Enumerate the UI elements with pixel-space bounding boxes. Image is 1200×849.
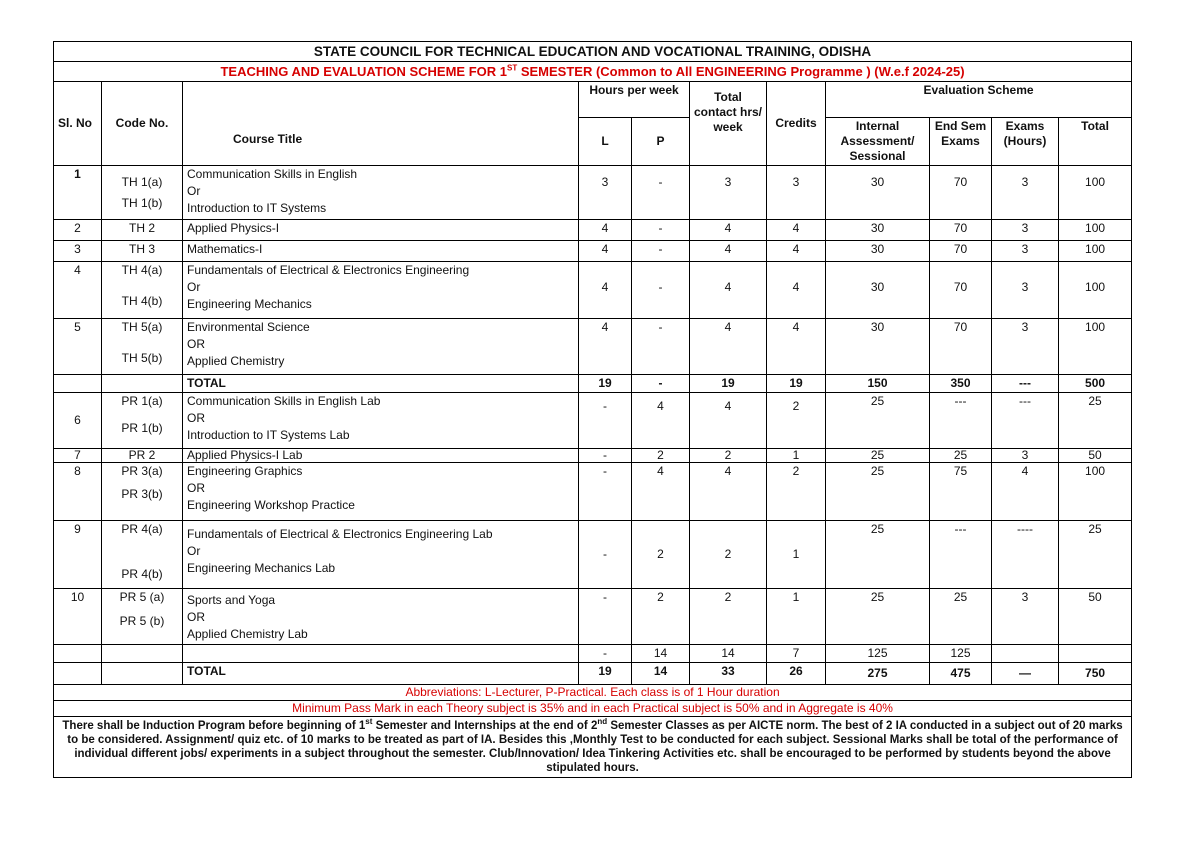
ia-cell: 25 — [826, 393, 930, 449]
l-cell: 4 — [579, 319, 632, 375]
code-b: TH 5(b) — [121, 351, 163, 365]
l-cell: - — [579, 589, 632, 645]
empty-cell — [102, 375, 183, 393]
es-cell: 70 — [930, 220, 992, 241]
course-cell: Applied Physics-I — [183, 220, 579, 241]
course-cell — [183, 393, 579, 449]
course-cell — [183, 319, 579, 375]
code-cell — [102, 463, 183, 521]
es-cell: 70 — [930, 166, 992, 220]
total-cell: 100 — [1059, 319, 1132, 375]
contact-cell: 2 — [690, 589, 767, 645]
course-option-b: Introduction to IT Systems — [187, 201, 327, 215]
col-exams: Exams (Hours) — [992, 118, 1059, 166]
es-cell: 70 — [930, 262, 992, 319]
sl-cell: 10 — [54, 589, 102, 645]
col-credits: Credits — [767, 82, 826, 166]
es-cell: 70 — [930, 241, 992, 262]
es-cell: --- — [930, 393, 992, 449]
l-cell: 19 — [579, 375, 632, 393]
code-b: TH 4(b) — [121, 294, 163, 308]
hrs-cell: 3 — [992, 166, 1059, 220]
es-cell: 70 — [930, 319, 992, 375]
es-cell: 25 — [930, 449, 992, 463]
code-b: PR 5 (b) — [119, 614, 165, 628]
col-endsem: End Sem Exams — [930, 118, 992, 166]
ia-cell: 30 — [826, 319, 930, 375]
ia-cell: 25 — [826, 521, 930, 589]
l-cell: 19 — [579, 663, 632, 685]
credits-cell: 7 — [767, 645, 826, 663]
course-option-a: Communication Skills in English Lab — [187, 394, 381, 408]
abbreviations-row — [54, 685, 1132, 701]
hrs-cell: 3 — [992, 220, 1059, 241]
l-cell: - — [579, 449, 632, 463]
sl-cell: 1 — [54, 166, 102, 220]
course-or: OR — [187, 481, 205, 495]
table-row — [54, 220, 1132, 241]
scheme-title-pre: TEACHING AND EVALUATION SCHEME FOR 1 — [220, 64, 507, 79]
p-cell: - — [632, 319, 690, 375]
credits-cell: 2 — [767, 463, 826, 521]
p-cell: 14 — [632, 663, 690, 685]
code-b: PR 1(b) — [121, 421, 163, 435]
course-option-a: Environmental Science — [187, 320, 310, 334]
course-cell — [183, 262, 579, 319]
credits-cell: 4 — [767, 262, 826, 319]
code-a: PR 3(a) — [121, 464, 163, 478]
council-title: STATE COUNCIL FOR TECHNICAL EDUCATION AND VOCATIONAL TRAINING, ODISHA — [54, 42, 1132, 62]
hrs-cell: 4 — [992, 463, 1059, 521]
contact-cell: 19 — [690, 375, 767, 393]
empty-cell — [54, 663, 102, 685]
p-cell: - — [632, 220, 690, 241]
table-row — [54, 166, 1132, 220]
col-course: Course Title — [183, 82, 579, 166]
col-total: Total — [1059, 118, 1132, 166]
hrs-cell: 3 — [992, 262, 1059, 319]
course-cell: Mathematics-I — [183, 241, 579, 262]
footnote-part-1: There shall be Induction Program before beginning of 1 — [62, 720, 366, 732]
course-option-b: Engineering Workshop Practice — [187, 498, 355, 512]
code-cell — [102, 319, 183, 375]
l-cell: 4 — [579, 241, 632, 262]
sl-cell: 6 — [54, 393, 102, 449]
course-option-b: Applied Chemistry — [187, 354, 285, 368]
course-option-b: Introduction to IT Systems Lab — [187, 428, 350, 442]
course-cell — [183, 463, 579, 521]
col-internal: Internal Assessment/ Sessional — [826, 118, 930, 166]
grand-total-row — [54, 663, 1132, 685]
code-cell: PR 2 — [102, 449, 183, 463]
course-option-a: Fundamentals of Electrical & Electronics Engineering Lab — [187, 527, 493, 541]
empty-cell — [54, 375, 102, 393]
es-cell: --- — [930, 521, 992, 589]
p-cell: 2 — [632, 521, 690, 589]
sl-cell: 2 — [54, 220, 102, 241]
scheme-table — [53, 41, 1132, 778]
hrs-cell: ---- — [992, 521, 1059, 589]
ia-cell: 30 — [826, 262, 930, 319]
scheme-title-sup: ST — [506, 63, 518, 73]
course-cell — [183, 589, 579, 645]
course-or: OR — [187, 337, 205, 351]
table-row — [54, 262, 1132, 319]
course-option-b: Engineering Mechanics Lab — [187, 561, 336, 575]
total-cell: 100 — [1059, 262, 1132, 319]
hrs-cell: 3 — [992, 241, 1059, 262]
total-cell: 500 — [1059, 375, 1132, 393]
es-cell: 350 — [930, 375, 992, 393]
total-cell: 100 — [1059, 220, 1132, 241]
p-cell: 14 — [632, 645, 690, 663]
pass-mark-row — [54, 701, 1132, 717]
total-cell: 50 — [1059, 589, 1132, 645]
credits-cell: 4 — [767, 319, 826, 375]
empty-cell — [102, 663, 183, 685]
contact-cell: 4 — [690, 241, 767, 262]
total-cell: 25 — [1059, 393, 1132, 449]
col-sl: Sl. No — [54, 82, 102, 166]
credits-cell: 19 — [767, 375, 826, 393]
code-a: TH 1(a) — [121, 175, 163, 189]
footnote-part-3: Semester Classes as per AICTE norm. The best of 2 IA conducted in a subject out of 20 marks to be considered. Assignment/ quiz etc. of 10 marks to be treated as part of IA. Besides this ,Monthly Test to be conducted for each subject. Sessional Marks shall be total of the performance of individual different jobs/ experiments in a subject throughout the semester. Club/Innovation/ Idea Tinkering Activities etc. shall be encouraged to be performed by students beyond the above stipulated hours. — [67, 720, 1123, 774]
footnote-sup-1: st — [365, 717, 373, 727]
p-cell: - — [632, 166, 690, 220]
ia-cell: 25 — [826, 463, 930, 521]
scheme-title — [54, 62, 1132, 82]
course-or: Or — [187, 184, 201, 198]
subtitle-row — [54, 62, 1132, 82]
table-row — [54, 521, 1132, 589]
header-row-1 — [54, 82, 1132, 118]
sl-cell: 8 — [54, 463, 102, 521]
total-cell: 100 — [1059, 241, 1132, 262]
course-or: Or — [187, 280, 201, 294]
code-cell — [102, 521, 183, 589]
empty-cell — [54, 645, 102, 663]
empty-cell — [992, 645, 1059, 663]
ia-cell: 30 — [826, 241, 930, 262]
code-b: TH 1(b) — [121, 196, 163, 210]
code-cell: TH 3 — [102, 241, 183, 262]
footnote — [54, 717, 1132, 778]
code-cell — [102, 589, 183, 645]
total-cell: 750 — [1059, 663, 1132, 685]
credits-cell: 4 — [767, 241, 826, 262]
ia-cell: 25 — [826, 449, 930, 463]
title-row — [54, 42, 1132, 62]
contact-cell: 4 — [690, 319, 767, 375]
course-or: OR — [187, 411, 205, 425]
table-row — [54, 463, 1132, 521]
l-cell: 4 — [579, 262, 632, 319]
l-cell: - — [579, 645, 632, 663]
l-cell: - — [579, 393, 632, 449]
contact-cell: 33 — [690, 663, 767, 685]
course-cell: Applied Physics-I Lab — [183, 449, 579, 463]
p-cell: - — [632, 375, 690, 393]
total-cell: 50 — [1059, 449, 1132, 463]
code-a: PR 4(a) — [121, 522, 163, 536]
code-a: PR 1(a) — [121, 394, 163, 408]
footnote-row — [54, 717, 1132, 778]
table-row — [54, 319, 1132, 375]
ia-cell: 30 — [826, 220, 930, 241]
p-cell: - — [632, 241, 690, 262]
footnote-part-2: Semester and Internships at the end of 2 — [372, 720, 598, 732]
credits-cell: 26 — [767, 663, 826, 685]
sl-cell: 7 — [54, 449, 102, 463]
course-option-a: Sports and Yoga — [187, 593, 276, 607]
col-l: L — [579, 118, 632, 166]
code-a: PR 5 (a) — [119, 590, 165, 604]
code-cell — [102, 166, 183, 220]
table-row — [54, 449, 1132, 463]
total-cell: 25 — [1059, 521, 1132, 589]
p-cell: 4 — [632, 463, 690, 521]
scheme-title-post: SEMESTER (Common to All ENGINEERING Programme ) (W.e.f 2024-25) — [517, 64, 965, 79]
total-label: TOTAL — [183, 663, 579, 685]
pass-mark-note: Minimum Pass Mark in each Theory subject is 35% and in each Practical subject is 50% and in Aggregate is 40% — [54, 701, 1132, 717]
contact-cell: 4 — [690, 393, 767, 449]
es-cell: 75 — [930, 463, 992, 521]
code-a: TH 4(a) — [121, 263, 163, 277]
credits-cell: 2 — [767, 393, 826, 449]
code-a: TH 5(a) — [121, 320, 163, 334]
hrs-cell: 3 — [992, 319, 1059, 375]
empty-cell — [183, 645, 579, 663]
ia-cell: 25 — [826, 589, 930, 645]
l-cell: 4 — [579, 220, 632, 241]
hrs-cell: 3 — [992, 589, 1059, 645]
p-cell: 2 — [632, 449, 690, 463]
practical-subtotal-row — [54, 645, 1132, 663]
ia-cell: 125 — [826, 645, 930, 663]
contact-cell: 4 — [690, 463, 767, 521]
es-cell: 475 — [930, 663, 992, 685]
course-option-b: Applied Chemistry Lab — [187, 627, 308, 641]
es-cell: 125 — [930, 645, 992, 663]
total-cell: 100 — [1059, 463, 1132, 521]
empty-cell — [102, 645, 183, 663]
col-p: P — [632, 118, 690, 166]
contact-cell: 3 — [690, 166, 767, 220]
code-b: PR 4(b) — [121, 567, 163, 581]
course-or: OR — [187, 610, 205, 624]
col-contact: Total contact hrs/ week — [690, 82, 767, 166]
course-option-a: Engineering Graphics — [187, 464, 303, 478]
course-option-a: Fundamentals of Electrical & Electronics Engineering — [187, 263, 470, 277]
hrs-cell: --- — [992, 393, 1059, 449]
abbreviations-note: Abbreviations: L-Lecturer, P-Practical. Each class is of 1 Hour duration — [54, 685, 1132, 701]
course-option-b: Engineering Mechanics — [187, 297, 312, 311]
code-cell — [102, 393, 183, 449]
credits-cell: 1 — [767, 521, 826, 589]
hrs-cell: --- — [992, 375, 1059, 393]
code-cell: TH 2 — [102, 220, 183, 241]
footnote-sup-2: nd — [597, 717, 608, 727]
l-cell: - — [579, 521, 632, 589]
table-row — [54, 241, 1132, 262]
theory-total-row — [54, 375, 1132, 393]
contact-cell: 2 — [690, 521, 767, 589]
ia-cell: 275 — [826, 663, 930, 685]
table-row — [54, 393, 1132, 449]
code-cell — [102, 262, 183, 319]
course-or: Or — [187, 544, 201, 558]
ia-cell: 150 — [826, 375, 930, 393]
contact-cell: 4 — [690, 220, 767, 241]
l-cell: - — [579, 463, 632, 521]
total-label: TOTAL — [183, 375, 579, 393]
l-cell: 3 — [579, 166, 632, 220]
contact-cell: 14 — [690, 645, 767, 663]
empty-cell — [1059, 645, 1132, 663]
hrs-cell: — — [992, 663, 1059, 685]
contact-cell: 2 — [690, 449, 767, 463]
credits-cell: 4 — [767, 220, 826, 241]
col-eval: Evaluation Scheme — [826, 82, 1132, 118]
course-option-a: Communication Skills in English — [187, 167, 358, 181]
p-cell: 4 — [632, 393, 690, 449]
p-cell: 2 — [632, 589, 690, 645]
es-cell: 25 — [930, 589, 992, 645]
ia-cell: 30 — [826, 166, 930, 220]
sl-cell: 9 — [54, 521, 102, 589]
course-cell — [183, 166, 579, 220]
credits-cell: 1 — [767, 449, 826, 463]
sl-cell: 3 — [54, 241, 102, 262]
credits-cell: 3 — [767, 166, 826, 220]
course-cell — [183, 521, 579, 589]
credits-cell: 1 — [767, 589, 826, 645]
hrs-cell: 3 — [992, 449, 1059, 463]
code-b: PR 3(b) — [121, 487, 163, 501]
col-hours: Hours per week — [579, 82, 690, 118]
table-row — [54, 589, 1132, 645]
sl-cell: 5 — [54, 319, 102, 375]
total-cell: 100 — [1059, 166, 1132, 220]
col-code: Code No. — [102, 82, 183, 166]
scheme-page — [53, 41, 1131, 778]
p-cell: - — [632, 262, 690, 319]
sl-cell: 4 — [54, 262, 102, 319]
contact-cell: 4 — [690, 262, 767, 319]
